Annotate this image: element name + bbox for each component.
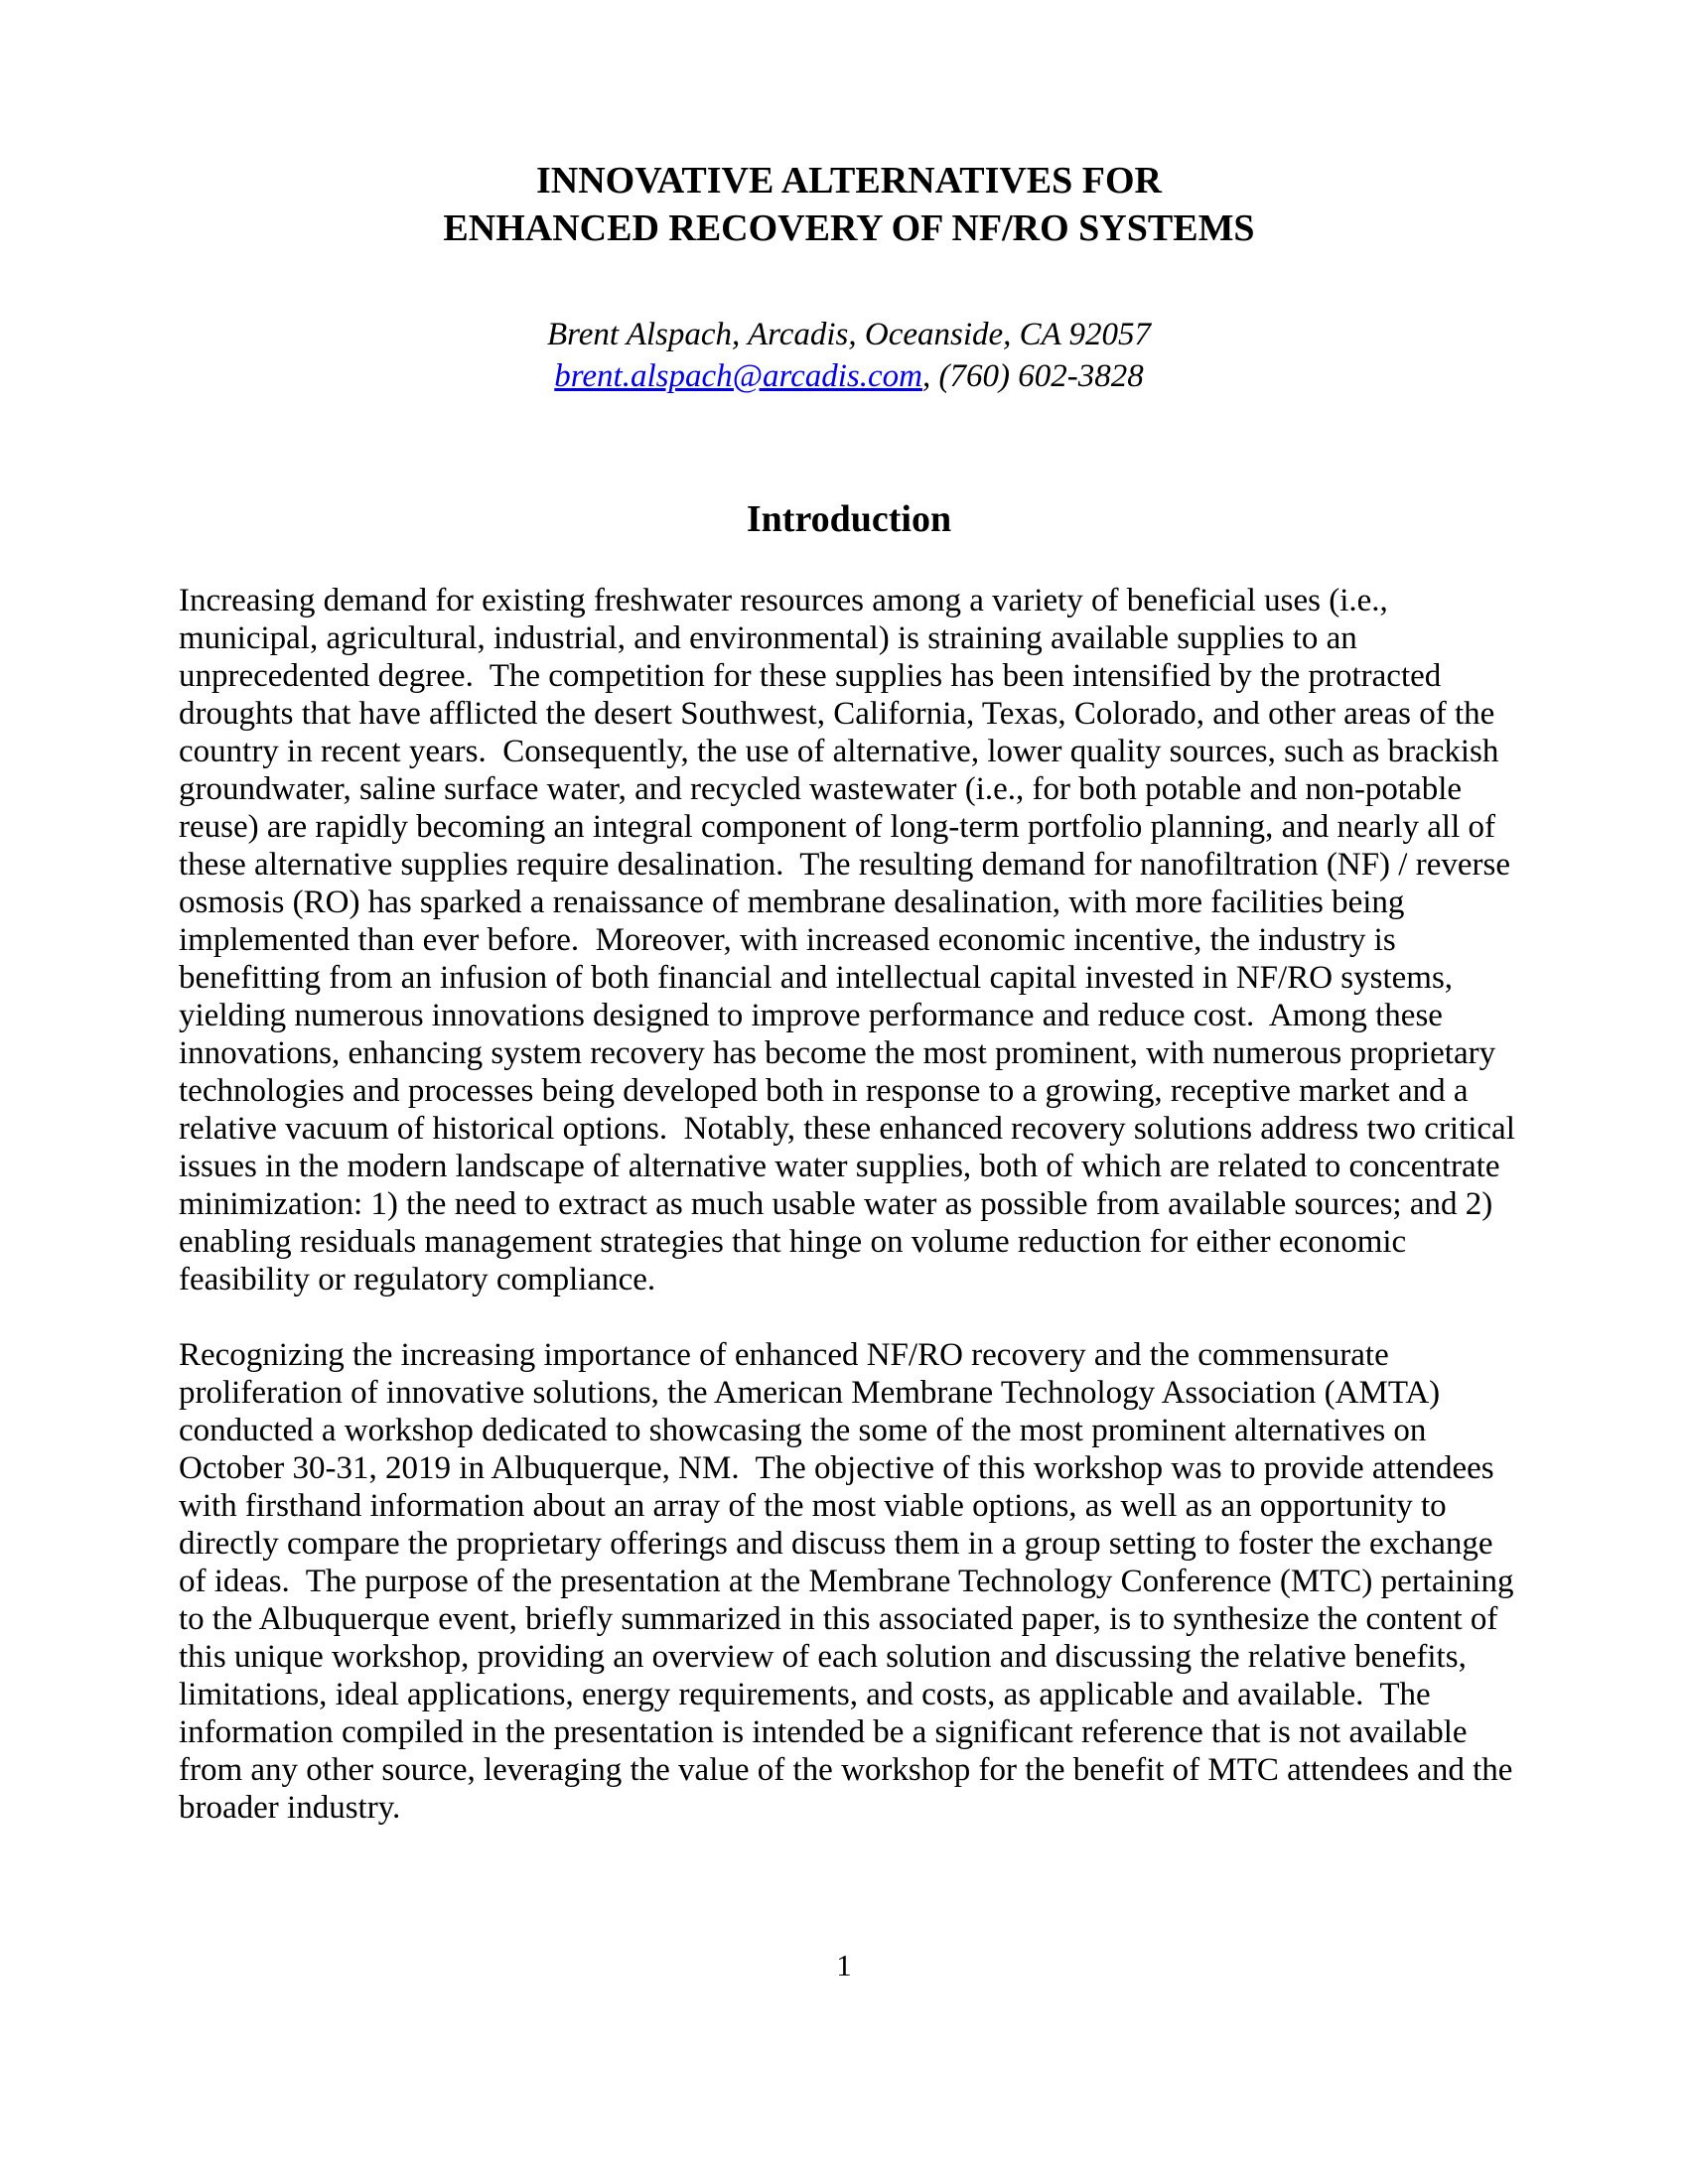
intro-paragraph-1: Increasing demand for existing freshwater resources among a variety of beneficial uses (i.e., municipal, agricultural, industrial, and environmental) is straining available supplies to an unprecedented degree. The competition for these supplies has been intensified by the protracted droughts that have afflicted the desert Southwest, California, Texas, Colorado, and other areas of the country in recent years. Consequently, the use of alternative, lower quality sources, such as brackish groundwater, saline surface water, and recycled wastewater (i.e., for both potable and non-potable reuse) are rapidly becoming an integral component of long-term portfolio planning, and nearly all of these alternative supplies require desalination. The resulting demand for nanofiltration (NF) / reverse osmosis (RO) has sparked a renaissance of membrane desalination, with more facilities being implemented than ever before. Moreover, with increased economic incentive, the industry is benefitting from an infusion of both financial and intellectual capital invested in NF/RO systems, yielding numerous innovations designed to improve performance and reduce cost. Among these innovations, enhancing system recovery has become the most prominent, with numerous proprietary technologies and processes being developed both in response to a growing, receptive market and a relative vacuum of historical options. Notably, these enhanced recovery solutions address two critical issues in the modern landscape of alternative water supplies, both of which are related to concentrate minimization: 1) the need to extract as much usable water as possible from available sources; and 2) enabling residuals management strategies that hinge on volume reduction for either economic feasibility or regulatory compliance. — [179, 583, 1524, 1297]
intro-paragraph-2: Recognizing the increasing importance of enhanced NF/RO recovery and the commensurate proliferation of innovative solutions, the American Membrane Technology Association (AMTA) conducted a workshop dedicated to showcasing the some of the most prominent alternatives on October 30-31, 2019 in Albuquerque, NM. The objective of this workshop was to provide attendees with firsthand information about an array of the most viable options, as well as an opportunity to directly compare the proprietary offerings and discuss them in a group setting to foster the exchange of ideas. The purpose of the presentation at the Membrane Technology Conference (MTC) pertaining to the Albuquerque event, briefly summarized in this associated paper, is to synthesize the content of this unique workshop, providing an overview of each solution and discussing the relative benefits, limitations, ideal applications, energy requirements, and costs, as applicable and available. The information compiled in the presentation is intended be a significant reference that is not available from any other source, leveraging the value of the workshop for the benefit of MTC attendees and the broader industry. — [179, 1337, 1522, 1826]
paper-title-line-2: ENHANCED RECOVERY OF NF/RO SYSTEMS — [443, 207, 1255, 249]
phone-text: , (760) 602-3828 — [921, 358, 1144, 394]
email-link[interactable]: brent.alspach@arcadis.com — [554, 358, 922, 394]
body-text — [179, 582, 1524, 1827]
paper-title-line-1: INNOVATIVE ALTERNATIVES FOR — [536, 160, 1162, 202]
contact-line — [179, 355, 1519, 397]
author-block — [179, 314, 1519, 397]
paper-title — [179, 157, 1519, 252]
author-byline: Brent Alspach, Arcadis, Oceanside, CA 92057 — [546, 317, 1151, 352]
page-number: 1 — [836, 1948, 852, 1982]
section-heading-introduction: Introduction — [746, 498, 952, 540]
